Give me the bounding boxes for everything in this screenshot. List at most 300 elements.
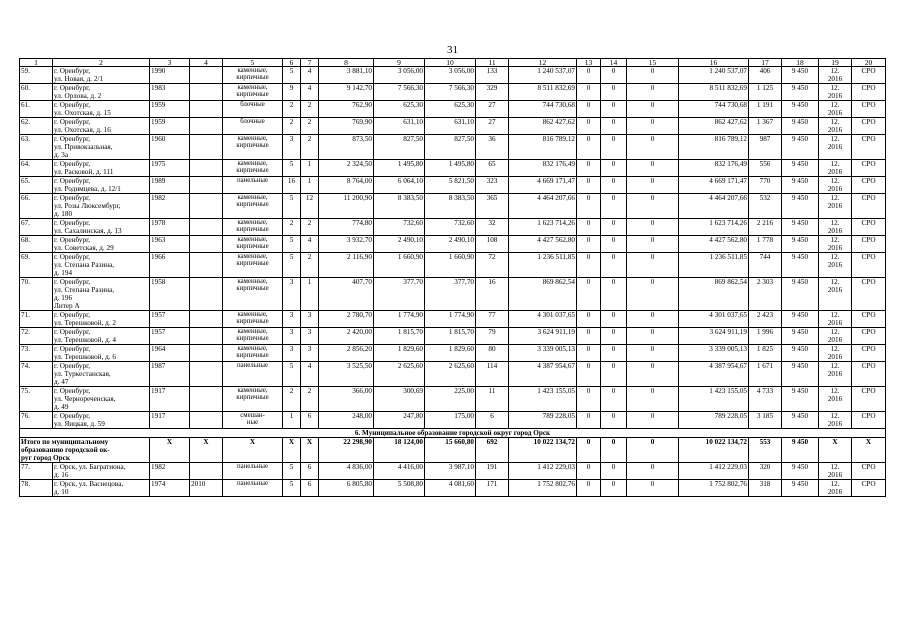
col13-cell: 0 xyxy=(577,328,601,345)
unit-cost-cell: 1 367 xyxy=(749,118,782,135)
row-number: 68. xyxy=(20,236,53,253)
year-renovated-cell xyxy=(190,253,223,278)
premises-area-cell: 2 625,60 xyxy=(374,362,425,387)
premises-area-cell: 3 056,00 xyxy=(374,67,425,84)
method-cell: СРО xyxy=(852,412,886,429)
wall-material-cell: панельные xyxy=(223,463,283,480)
row-number: 65. xyxy=(20,177,53,194)
floors-cell: 5 xyxy=(283,253,301,278)
cost-cell: 744 730,68 xyxy=(509,101,577,118)
table-row xyxy=(20,177,886,194)
row-number: 76. xyxy=(20,412,53,429)
total-cost: 10 022 134,72 xyxy=(509,438,577,463)
wall-material-cell: каменные, кирпичные xyxy=(223,219,283,236)
total-cost-cell: 789 228,05 xyxy=(679,412,749,429)
year-renovated-cell xyxy=(190,219,223,236)
total-area-cell: 2 780,70 xyxy=(319,311,374,328)
table-row xyxy=(20,118,886,135)
year-renovated-cell: 2010 xyxy=(190,480,223,497)
method-cell: СРО xyxy=(852,219,886,236)
row-number: 77. xyxy=(20,463,53,480)
residential-area-cell: 732,60 xyxy=(425,219,476,236)
residents-cell: 65 xyxy=(476,160,509,177)
col15-cell: 0 xyxy=(627,177,679,194)
total-area-cell: 3 932,70 xyxy=(319,236,374,253)
cost-cell: 1 623 714,26 xyxy=(509,219,577,236)
total-cost-cell: 869 862,54 xyxy=(679,278,749,311)
cost-cell: 1 412 229,03 xyxy=(509,463,577,480)
wall-material-cell: панельные xyxy=(223,480,283,497)
residential-area-cell: 1 829,60 xyxy=(425,345,476,362)
col13-cell: 0 xyxy=(577,160,601,177)
completion-date-cell: 12. 2016 xyxy=(819,84,852,101)
entrances-cell: 1 xyxy=(301,160,319,177)
unit-cost-cell: 1 778 xyxy=(749,236,782,253)
premises-area-cell: 631,10 xyxy=(374,118,425,135)
entrances-cell: 2 xyxy=(301,253,319,278)
method-cell: СРО xyxy=(852,194,886,219)
residents-cell: 27 xyxy=(476,118,509,135)
cost-cell: 1 752 802,76 xyxy=(509,480,577,497)
total-col17: 553 xyxy=(749,438,782,463)
total-premises-area: 18 124,00 xyxy=(374,438,425,463)
row-number: 63. xyxy=(20,135,53,160)
address-cell: г. Оренбург, ул. Расковой, д. 111 xyxy=(53,160,150,177)
year-built-cell: 1959 xyxy=(150,118,190,135)
max-unit-cost-cell: 9 450 xyxy=(782,362,819,387)
completion-date-cell: 12. 2016 xyxy=(819,328,852,345)
year-built-cell: 1983 xyxy=(150,84,190,101)
col14-cell: 0 xyxy=(601,362,627,387)
wall-material-cell: каменные, кирпичные xyxy=(223,160,283,177)
residential-area-cell: 175,00 xyxy=(425,412,476,429)
total-area-cell: 769,90 xyxy=(319,118,374,135)
method-cell: СРО xyxy=(852,345,886,362)
wall-material-cell: каменные, кирпичные xyxy=(223,67,283,84)
max-unit-cost-cell: 9 450 xyxy=(782,118,819,135)
column-number-18: 18 xyxy=(782,59,819,67)
residents-cell: 16 xyxy=(476,278,509,311)
col13-cell: 0 xyxy=(577,219,601,236)
column-number-5: 5 xyxy=(223,59,283,67)
method-cell: СРО xyxy=(852,328,886,345)
column-number-9: 9 xyxy=(374,59,425,67)
column-number-6: 6 xyxy=(283,59,301,67)
table-row xyxy=(20,101,886,118)
completion-date-cell: 12. 2016 xyxy=(819,219,852,236)
row-number: 70. xyxy=(20,278,53,311)
col13-cell: 0 xyxy=(577,236,601,253)
col15-cell: 0 xyxy=(627,160,679,177)
col15-cell: 0 xyxy=(627,253,679,278)
entrances-cell: 12 xyxy=(301,194,319,219)
total-col4: X xyxy=(190,438,223,463)
total-area-cell: 407,70 xyxy=(319,278,374,311)
col13-cell: 0 xyxy=(577,118,601,135)
year-built-cell: 1959 xyxy=(150,101,190,118)
col15-cell: 0 xyxy=(627,345,679,362)
total-cost-cell: 3 339 005,13 xyxy=(679,345,749,362)
method-cell: СРО xyxy=(852,177,886,194)
col13-cell: 0 xyxy=(577,194,601,219)
address-cell: г. Оренбург, ул. Терешковой, д. 2 xyxy=(53,311,150,328)
page-number: 31 xyxy=(447,44,458,56)
year-renovated-cell xyxy=(190,135,223,160)
residential-area-cell: 225,00 xyxy=(425,387,476,412)
unit-cost-cell: 770 xyxy=(749,177,782,194)
method-cell: СРО xyxy=(852,101,886,118)
total-area-cell: 774,80 xyxy=(319,219,374,236)
floors-cell: 5 xyxy=(283,236,301,253)
total-area-cell: 2 856,20 xyxy=(319,345,374,362)
cost-cell: 789 228,05 xyxy=(509,412,577,429)
residents-cell: 329 xyxy=(476,84,509,101)
total-cost-cell: 8 511 832,69 xyxy=(679,84,749,101)
total-cost-cell: 4 427 562,80 xyxy=(679,236,749,253)
cost-cell: 3 339 005,13 xyxy=(509,345,577,362)
max-unit-cost-cell: 9 450 xyxy=(782,463,819,480)
col15-cell: 0 xyxy=(627,135,679,160)
wall-material-cell: блочные xyxy=(223,118,283,135)
max-unit-cost-cell: 9 450 xyxy=(782,311,819,328)
completion-date-cell: 12. 2016 xyxy=(819,278,852,311)
total-col7: X xyxy=(301,438,319,463)
address-cell: г. Оренбург, ул. Чернореченская, д. 49 xyxy=(53,387,150,412)
col15-cell: 0 xyxy=(627,362,679,387)
residential-area-cell: 8 383,50 xyxy=(425,194,476,219)
completion-date-cell: 12. 2016 xyxy=(819,345,852,362)
column-number-19: 19 xyxy=(819,59,852,67)
premises-area-cell: 247,80 xyxy=(374,412,425,429)
year-renovated-cell xyxy=(190,101,223,118)
completion-date-cell: 12. 2016 xyxy=(819,118,852,135)
floors-cell: 5 xyxy=(283,160,301,177)
premises-area-cell: 5 508,80 xyxy=(374,480,425,497)
entrances-cell: 4 xyxy=(301,67,319,84)
completion-date-cell: 12. 2016 xyxy=(819,311,852,328)
cost-cell: 4 464 207,66 xyxy=(509,194,577,219)
max-unit-cost-cell: 9 450 xyxy=(782,219,819,236)
column-number-8: 8 xyxy=(319,59,374,67)
total-col14: 0 xyxy=(601,438,627,463)
col14-cell: 0 xyxy=(601,160,627,177)
year-renovated-cell xyxy=(190,67,223,84)
column-number-10: 10 xyxy=(425,59,476,67)
total-residents: 692 xyxy=(476,438,509,463)
residents-cell: 11 xyxy=(476,387,509,412)
floors-cell: 3 xyxy=(283,311,301,328)
unit-cost-cell: 3 185 xyxy=(749,412,782,429)
floors-cell: 2 xyxy=(283,387,301,412)
unit-cost-cell: 556 xyxy=(749,160,782,177)
cost-cell: 1 240 537,07 xyxy=(509,67,577,84)
cost-cell: 4 427 562,80 xyxy=(509,236,577,253)
total-area-cell: 4 836,00 xyxy=(319,463,374,480)
column-number-row xyxy=(20,59,886,67)
floors-cell: 5 xyxy=(283,194,301,219)
col14-cell: 0 xyxy=(601,219,627,236)
total-cost-cell: 1 423 155,05 xyxy=(679,387,749,412)
address-cell: г. Оренбург, ул. Родимцева, д. 12/1 xyxy=(53,177,150,194)
year-built-cell: 1958 xyxy=(150,278,190,311)
total-cost-cell: 3 624 911,19 xyxy=(679,328,749,345)
total-area-cell: 9 142,70 xyxy=(319,84,374,101)
unit-cost-cell: 1 191 xyxy=(749,101,782,118)
col14-cell: 0 xyxy=(601,311,627,328)
row-number: 73. xyxy=(20,345,53,362)
residential-area-cell: 1 495,80 xyxy=(425,160,476,177)
col13-cell: 0 xyxy=(577,278,601,311)
floors-cell: 2 xyxy=(283,118,301,135)
residents-cell: 72 xyxy=(476,253,509,278)
year-built-cell: 1957 xyxy=(150,311,190,328)
col13-cell: 0 xyxy=(577,362,601,387)
col13-cell: 0 xyxy=(577,253,601,278)
column-number-13: 13 xyxy=(577,59,601,67)
residents-cell: 323 xyxy=(476,177,509,194)
premises-area-cell: 300,69 xyxy=(374,387,425,412)
completion-date-cell: 12. 2016 xyxy=(819,67,852,84)
floors-cell: 3 xyxy=(283,278,301,311)
residents-cell: 171 xyxy=(476,480,509,497)
method-cell: СРО xyxy=(852,362,886,387)
total-cost-cell: 816 789,12 xyxy=(679,135,749,160)
cost-cell: 4 301 037,65 xyxy=(509,311,577,328)
entrances-cell: 2 xyxy=(301,387,319,412)
col13-cell: 0 xyxy=(577,101,601,118)
col13-cell: 0 xyxy=(577,480,601,497)
table-row xyxy=(20,311,886,328)
table-row xyxy=(20,219,886,236)
total-area-cell: 11 200,90 xyxy=(319,194,374,219)
col14-cell: 0 xyxy=(601,84,627,101)
method-cell: СРО xyxy=(852,84,886,101)
year-built-cell: 1989 xyxy=(150,177,190,194)
total-cost-cell: 1 623 714,26 xyxy=(679,219,749,236)
total-cost-cell: 832 176,49 xyxy=(679,160,749,177)
floors-cell: 3 xyxy=(283,345,301,362)
residents-cell: 36 xyxy=(476,135,509,160)
col14-cell: 0 xyxy=(601,177,627,194)
column-number-1: 1 xyxy=(20,59,53,67)
table-row xyxy=(20,253,886,278)
premises-area-cell: 1 774,90 xyxy=(374,311,425,328)
col13-cell: 0 xyxy=(577,463,601,480)
housing-register-table xyxy=(19,58,886,497)
entrances-cell: 6 xyxy=(301,463,319,480)
premises-area-cell: 4 416,00 xyxy=(374,463,425,480)
column-number-12: 12 xyxy=(509,59,577,67)
col15-cell: 0 xyxy=(627,328,679,345)
total-label: Итого по муниципальному образованию городской ок- руг город Орск xyxy=(20,438,150,463)
row-number: 69. xyxy=(20,253,53,278)
col15-cell: 0 xyxy=(627,194,679,219)
table-row xyxy=(20,67,886,84)
completion-date-cell: 12. 2016 xyxy=(819,480,852,497)
col14-cell: 0 xyxy=(601,67,627,84)
floors-cell: 5 xyxy=(283,67,301,84)
max-unit-cost-cell: 9 450 xyxy=(782,194,819,219)
residential-area-cell: 5 821,50 xyxy=(425,177,476,194)
cost-cell: 4 669 171,47 xyxy=(509,177,577,194)
col14-cell: 0 xyxy=(601,194,627,219)
col13-cell: 0 xyxy=(577,67,601,84)
year-renovated-cell xyxy=(190,84,223,101)
col15-cell: 0 xyxy=(627,278,679,311)
col13-cell: 0 xyxy=(577,177,601,194)
residential-area-cell: 1 660,90 xyxy=(425,253,476,278)
total-col3: X xyxy=(150,438,190,463)
entrances-cell: 4 xyxy=(301,236,319,253)
entrances-cell: 3 xyxy=(301,328,319,345)
year-built-cell: 1982 xyxy=(150,194,190,219)
total-col18: 9 450 xyxy=(782,438,819,463)
total-area-cell: 3 525,50 xyxy=(319,362,374,387)
wall-material-cell: каменные, кирпичные xyxy=(223,84,283,101)
col14-cell: 0 xyxy=(601,101,627,118)
col14-cell: 0 xyxy=(601,345,627,362)
address-cell: г. Оренбург, ул. Розы Люксембург, д. 180 xyxy=(53,194,150,219)
residents-cell: 114 xyxy=(476,362,509,387)
entrances-cell: 1 xyxy=(301,177,319,194)
wall-material-cell: каменные, кирпичные xyxy=(223,194,283,219)
col15-cell: 0 xyxy=(627,311,679,328)
column-number-4: 4 xyxy=(190,59,223,67)
max-unit-cost-cell: 9 450 xyxy=(782,177,819,194)
column-number-17: 17 xyxy=(749,59,782,67)
residential-area-cell: 1 815,70 xyxy=(425,328,476,345)
row-number: 64. xyxy=(20,160,53,177)
total-row xyxy=(20,438,886,463)
year-built-cell: 1974 xyxy=(150,480,190,497)
entrances-cell: 6 xyxy=(301,412,319,429)
year-built-cell: 1966 xyxy=(150,253,190,278)
year-built-cell: 1964 xyxy=(150,345,190,362)
floors-cell: 16 xyxy=(283,177,301,194)
col14-cell: 0 xyxy=(601,118,627,135)
address-cell: г. Оренбург, ул. Терешковой, д. 6 xyxy=(53,345,150,362)
residential-area-cell: 3 987,10 xyxy=(425,463,476,480)
wall-material-cell: каменные, кирпичные xyxy=(223,328,283,345)
premises-area-cell: 2 490,10 xyxy=(374,236,425,253)
row-number: 72. xyxy=(20,328,53,345)
total-area-cell: 762,90 xyxy=(319,101,374,118)
table-row xyxy=(20,387,886,412)
floors-cell: 1 xyxy=(283,412,301,429)
completion-date-cell: 12. 2016 xyxy=(819,253,852,278)
entrances-cell: 2 xyxy=(301,101,319,118)
col15-cell: 0 xyxy=(627,480,679,497)
premises-area-cell: 8 383,50 xyxy=(374,194,425,219)
total-col15: 0 xyxy=(627,438,679,463)
address-cell: г. Оренбург, ул. Охотская, д. 16 xyxy=(53,118,150,135)
column-number-2: 2 xyxy=(53,59,150,67)
total-cost-cell: 4 301 037,65 xyxy=(679,311,749,328)
unit-cost-cell: 987 xyxy=(749,135,782,160)
max-unit-cost-cell: 9 450 xyxy=(782,387,819,412)
address-cell: г. Оренбург, ул. Охотская, д. 15 xyxy=(53,101,150,118)
address-cell: г. Орск, ул. Васнецова, д. 10 xyxy=(53,480,150,497)
column-number-7: 7 xyxy=(301,59,319,67)
premises-area-cell: 6 064,10 xyxy=(374,177,425,194)
col15-cell: 0 xyxy=(627,67,679,84)
total-area-cell: 3 881,10 xyxy=(319,67,374,84)
year-built-cell: 1957 xyxy=(150,328,190,345)
address-cell: г. Оренбург, ул. Степана Разина, д. 196 Литер А xyxy=(53,278,150,311)
entrances-cell: 3 xyxy=(301,345,319,362)
max-unit-cost-cell: 9 450 xyxy=(782,253,819,278)
total-col6: X xyxy=(283,438,301,463)
col15-cell: 0 xyxy=(627,118,679,135)
total-area-cell: 248,00 xyxy=(319,412,374,429)
completion-date-cell: 12. 2016 xyxy=(819,160,852,177)
residential-area-cell: 7 566,30 xyxy=(425,84,476,101)
residents-cell: 6 xyxy=(476,412,509,429)
year-renovated-cell xyxy=(190,387,223,412)
address-cell: г. Оренбург, ул. Орлова, д. 2 xyxy=(53,84,150,101)
address-cell: г. Оренбург, ул. Советская, д. 29 xyxy=(53,236,150,253)
row-number: 71. xyxy=(20,311,53,328)
unit-cost-cell: 532 xyxy=(749,194,782,219)
total-cost-cell: 4 387 954,67 xyxy=(679,362,749,387)
residential-area-cell: 1 774,90 xyxy=(425,311,476,328)
max-unit-cost-cell: 9 450 xyxy=(782,67,819,84)
floors-cell: 5 xyxy=(283,362,301,387)
column-number-14: 14 xyxy=(601,59,627,67)
wall-material-cell: панельные xyxy=(223,177,283,194)
row-number: 66. xyxy=(20,194,53,219)
residential-area-cell: 3 056,00 xyxy=(425,67,476,84)
table-row xyxy=(20,160,886,177)
method-cell: СРО xyxy=(852,311,886,328)
max-unit-cost-cell: 9 450 xyxy=(782,480,819,497)
col14-cell: 0 xyxy=(601,328,627,345)
total-area-cell: 2 324,50 xyxy=(319,160,374,177)
wall-material-cell: блочные xyxy=(223,101,283,118)
row-number: 67. xyxy=(20,219,53,236)
floors-cell: 2 xyxy=(283,101,301,118)
address-cell: г. Оренбург, ул. Сахалинская, д. 13 xyxy=(53,219,150,236)
completion-date-cell: 12. 2016 xyxy=(819,177,852,194)
floors-cell: 5 xyxy=(283,480,301,497)
completion-date-cell: 12. 2016 xyxy=(819,387,852,412)
unit-cost-cell: 318 xyxy=(749,480,782,497)
col15-cell: 0 xyxy=(627,412,679,429)
cost-cell: 816 789,12 xyxy=(509,135,577,160)
col15-cell: 0 xyxy=(627,219,679,236)
address-cell: г. Оренбург, ул. Яицкая, д. 59 xyxy=(53,412,150,429)
col15-cell: 0 xyxy=(627,101,679,118)
residents-cell: 133 xyxy=(476,67,509,84)
max-unit-cost-cell: 9 450 xyxy=(782,278,819,311)
residential-area-cell: 4 081,60 xyxy=(425,480,476,497)
col13-cell: 0 xyxy=(577,387,601,412)
premises-area-cell: 1 829,60 xyxy=(374,345,425,362)
year-built-cell: 1917 xyxy=(150,387,190,412)
col15-cell: 0 xyxy=(627,236,679,253)
year-renovated-cell xyxy=(190,311,223,328)
premises-area-cell: 1 660,90 xyxy=(374,253,425,278)
row-number: 75. xyxy=(20,387,53,412)
total-area-cell: 2 420,00 xyxy=(319,328,374,345)
unit-cost-cell: 1 825 xyxy=(749,345,782,362)
address-cell: г. Оренбург, ул. Привокзальная, д. 3а xyxy=(53,135,150,160)
total-cost-cell: 744 730,68 xyxy=(679,101,749,118)
col13-cell: 0 xyxy=(577,412,601,429)
address-cell: г. Оренбург, ул. Терешковой, д. 4 xyxy=(53,328,150,345)
column-number-16: 16 xyxy=(679,59,749,67)
floors-cell: 9 xyxy=(283,84,301,101)
